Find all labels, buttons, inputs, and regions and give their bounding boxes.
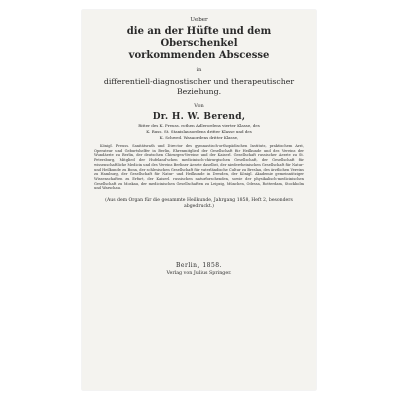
author-biography: Königl. Preuss. Sanitätsrath und Director des gymnastisch-orthopädischen Instituts, praktischem Arzt, Operateur und Geburtshelfer in Berlin, Ehrenmitglied der Gesellschaft für Heilkunde und des Vereins der Wundärzte zu Berlin, der deutschen Chirurgen-Vereine und der Kaiserl. Gesellschaft russischer Aerzte zu St. Petersburg, Mitglied der Hufeland'schen medicinisch-chirurgischen Gesellschaft, der Gesellschaft für wissenschaftliche Medicin und des Vereins Berliner Aerzte daselbst, der niederrheinischen Gesellschaft für Natur- und Heilkunde zu Bonn, der schlesischen Gesellschaft für vaterländische Cultur zu Breslau, des ärztlichen Vereins zu Hamburg, der Gesellschaft für Natur- und Heilkunde in Dresden, der Königl. Akademie gemeinnütziger Wissenschaften zu Erfurt, der Kaiserl. russischen naturforschenden, sowie der physikalisch-medicinischen Gesellschaft zu Moskau, der medicinischen Gesellschaften zu Leipzig, München, Odessa, Rotterdam, Stockholm und Warschau. <box>94 144 304 191</box>
title-page <box>82 10 316 390</box>
subtitle-line-2: Beziehung. <box>176 87 222 96</box>
over-title: Ueber <box>190 17 208 23</box>
by-line: Von <box>194 103 204 109</box>
author-titles-line-3: K. Schwed. Wasaordens dritter Klasse, <box>159 135 239 140</box>
main-title-line-1: die an der Hüfte und dem Oberschenkel <box>126 26 272 49</box>
connector-word: in <box>196 67 202 73</box>
author-titles-line-2: K. Russ. St. Stanislausordens dritter Klasse und des <box>146 129 252 134</box>
author-titles-line-1: Ritter des K. Preuss. rothen Adlerordens vierter Klasse, des <box>138 123 260 128</box>
source-note: (Aus dem Organ für die gesammte Heilkunde, Jahrgang 1858, Heft 2, besonders abgedruckt.) <box>105 198 293 210</box>
publisher-line: Verlag von Julius Springer. <box>166 271 232 277</box>
subtitle-line-1: differentiell-diagnostischer und therapeutischer <box>103 77 295 86</box>
author-name: Dr. H. W. Berend, <box>152 112 246 122</box>
main-title-line-2: vorkommenden Abscesse <box>128 50 270 61</box>
place-and-date: Berlin, 1858. <box>175 262 223 270</box>
